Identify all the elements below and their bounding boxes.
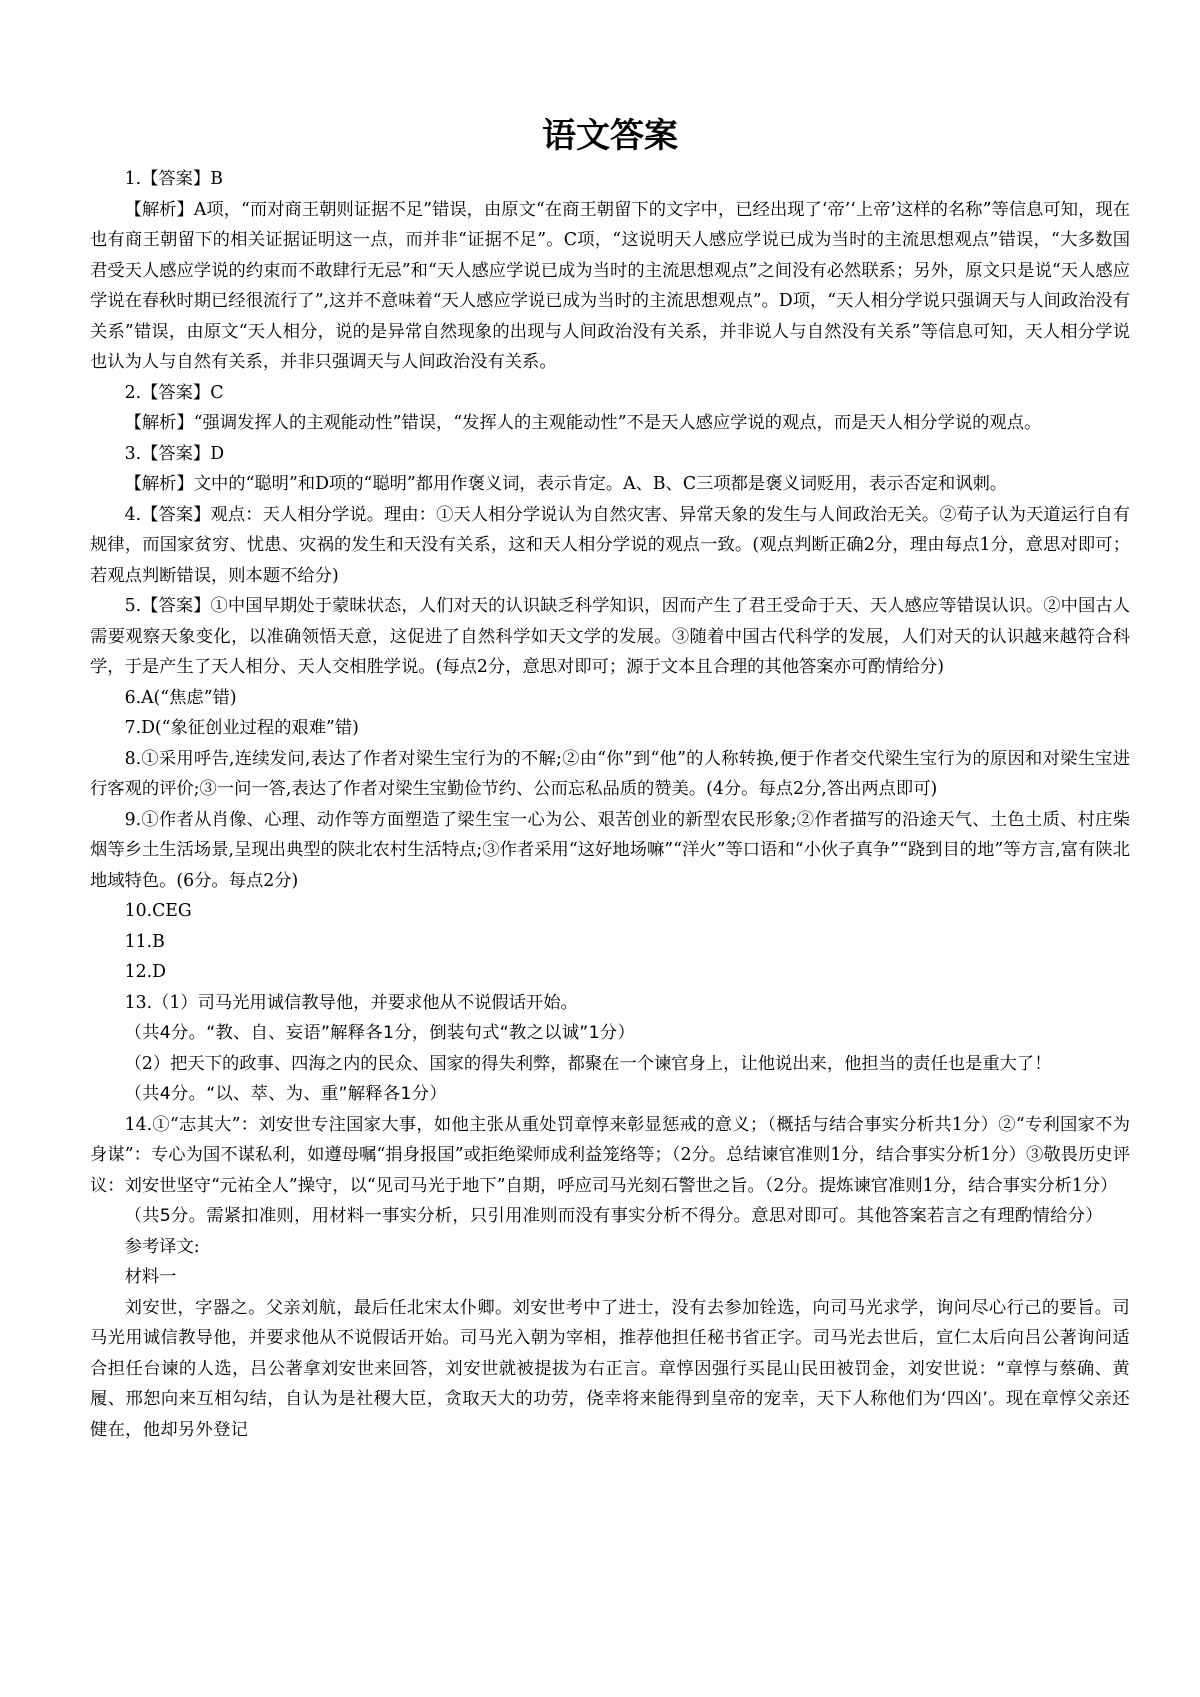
answer-8: 8.①采用呼告,连续发问,表达了作者对梁生宝行为的不解;②由“你”到“他”的人称转换,便于作者交代梁生宝行为的原因和对梁生宝进行客观的评价;③一问一答,表达了作者对梁生宝勤俭节约、公而忘私品质的赞美。(4分。每点2分,答出两点即可) — [90, 748, 1130, 799]
answer-13-part-2-scoring: （共4分。“以、萃、为、重”解释各1分） — [124, 1084, 447, 1104]
answer-5: 5.【答案】①中国早期处于蒙昧状态，人们对天的认识缺乏科学知识，因而产生了君王受命于天、天人感应等错误认识。②中国古人需要观察天象变化，以准确领悟天意，这促进了自然科学如天文学的发展。③随着中国古代科学的发展，人们对天的认识越来越符合科学，于是产生了天人相分、天人交相胜学说。(每点2分，意思对即可；源于文本且合理的其他答案亦可酌情给分) — [90, 596, 1130, 677]
answer-13-part-2: （2）把天下的政事、四海之内的民众、国家的得失利弊，都聚在一个谏官身上，让他说出来，他担当的责任也是重大了！ — [124, 1053, 1052, 1074]
answer-14: 14.①“志其大”：刘安世专注国家大事，如他主张从重处罚章惇来彰显惩戒的意义；（概括与结合事实分析共1分）②“专利国家不为身谋”：专心为国不谋私利，如遵母嘱“捐身报国”或拒绝梁师成利益笼络等；（2分。总结谏官准则1分，结合事实分析1分）③敬畏历史评议：刘安世坚守“元祐全人”操守，以“见司马光于地下”自期，呼应司马光刻石警世之旨。（2分。提炼谏官准则1分，结合事实分析1分） — [90, 1114, 1130, 1196]
answer-9: 9.①作者从肖像、心理、动作等方面塑造了梁生宝一心为公、艰苦创业的新型农民形象;②作者描写的沿途天气、土色土质、村庄柴烟等乡土生活场景,呈现出典型的陕北农村生活特点;③作者采用“这好地场嘛”“洋火”等口语和“小伙子真争”“跷到目的地”等方言,富有陕北地域特色。(6分。每点2分) — [90, 809, 1130, 891]
answer-11: 11.B — [124, 931, 165, 952]
answer-3: 3.【答案】D — [124, 443, 225, 464]
answer-6: 6.A(“焦虑”错) — [124, 687, 237, 708]
answer-4: 4.【答案】观点：天人相分学说。理由：①天人相分学说认为自然灾害、异常天象的发生与人间政治无关。②荀子认为天道运行自有规律，而国家贫穷、忧患、灾祸的发生和天没有关系，这和天人相分学说的观点一致。(观点判断正确2分，理由每点1分，意思对即可；若观点判断错误，则本题不给分) — [90, 504, 1131, 586]
material-one-heading: 材料一 — [124, 1267, 177, 1287]
analysis-1: 【解析】A项，“而对商王朝则证据不足”错误，由原文“在商王朝留下的文字中，已经出现了‘帝’‘上帝’这样的名称”等信息可知，现在也有商王朝留下的相关证据证明这一点，而并非“证据不足”。C项，“这说明天人感应学说已成为当时的主流思想观点”错误，“大多数国君受天人感应学说的约束而不敢肆行无忌”和“天人感应学说已成为当时的主流思想观点”之间没有必然联系；另外，原文只是说“天人感应学说在春秋时期已经很流行了”,这并不意味着“天人感应学说已成为当时的主流思想观点”。D项，“天人相分学说只强调天与人间政治没有关系”错误，由原文“天人相分，说的是异常自然现象的出现与人间政治没有关系，并非说人与自然没有关系”等信息可知，天人相分学说也认为人与自然有关系，并非只强调天与人间政治没有关系。 — [90, 199, 1130, 372]
answer-14-scoring: （共5分。需紧扣准则，用材料一事实分析，只引用准则而没有事实分析不得分。意思对即可。其他答案若言之有理酌情给分） — [124, 1206, 1103, 1226]
answer-7: 7.D(“象征创业过程的艰难”错) — [124, 718, 359, 738]
answer-10: 10.CEG — [124, 901, 192, 921]
translation-body: 刘安世，字器之。父亲刘航，最后任北宋太仆卿。刘安世考中了进士，没有去参加铨选，向司马光求学，询问尽心行己的要旨。司马光用诚信教导他，并要求他从不说假话开始。司马光入朝为宰相，推荐他担任秘书省正字。司马光去世后，宣仁太后向吕公著询问适合担任台谏的人选，吕公著拿刘安世来回答，刘安世就被提拔为右正言。章惇因强行买昆山民田被罚金，刘安世说：“章惇与蔡确、黄履、邢恕向来互相勾结，自认为是社稷大臣，贪取天大的功劳，侥幸将来能得到皇帝的宠幸，天下人称他们为‘四凶’。现在章惇父亲还健在，他却另外登记 — [90, 1297, 1130, 1440]
answer-12: 12.D — [124, 962, 166, 982]
answer-1: 1.【答案】B — [124, 169, 223, 189]
document-title: 语文答案 — [542, 116, 678, 156]
analysis-3: 【解析】文中的“聪明”和D项的“聪明”都用作褒义词，表示肯定。A、B、C三项都是褒义词贬用，表示否定和讽刺。 — [124, 474, 1008, 494]
answer-2: 2.【答案】C — [124, 382, 224, 403]
document-page — [90, 110, 1130, 1445]
answer-13-part-1: 13.（1）司马光用诚信教导他，并要求他从不说假话开始。 — [124, 992, 578, 1013]
translation-heading: 参考译文: — [124, 1236, 200, 1257]
answer-13-part-1-scoring: （共4分。“教、自、妄语”解释各1分，倒装句式“教之以诚”1分） — [124, 1023, 636, 1043]
analysis-2: 【解析】“强调发挥人的主观能动性”错误，“发挥人的主观能动性”不是天人感应学说的观点，而是天人相分学说的观点。 — [124, 413, 1042, 433]
